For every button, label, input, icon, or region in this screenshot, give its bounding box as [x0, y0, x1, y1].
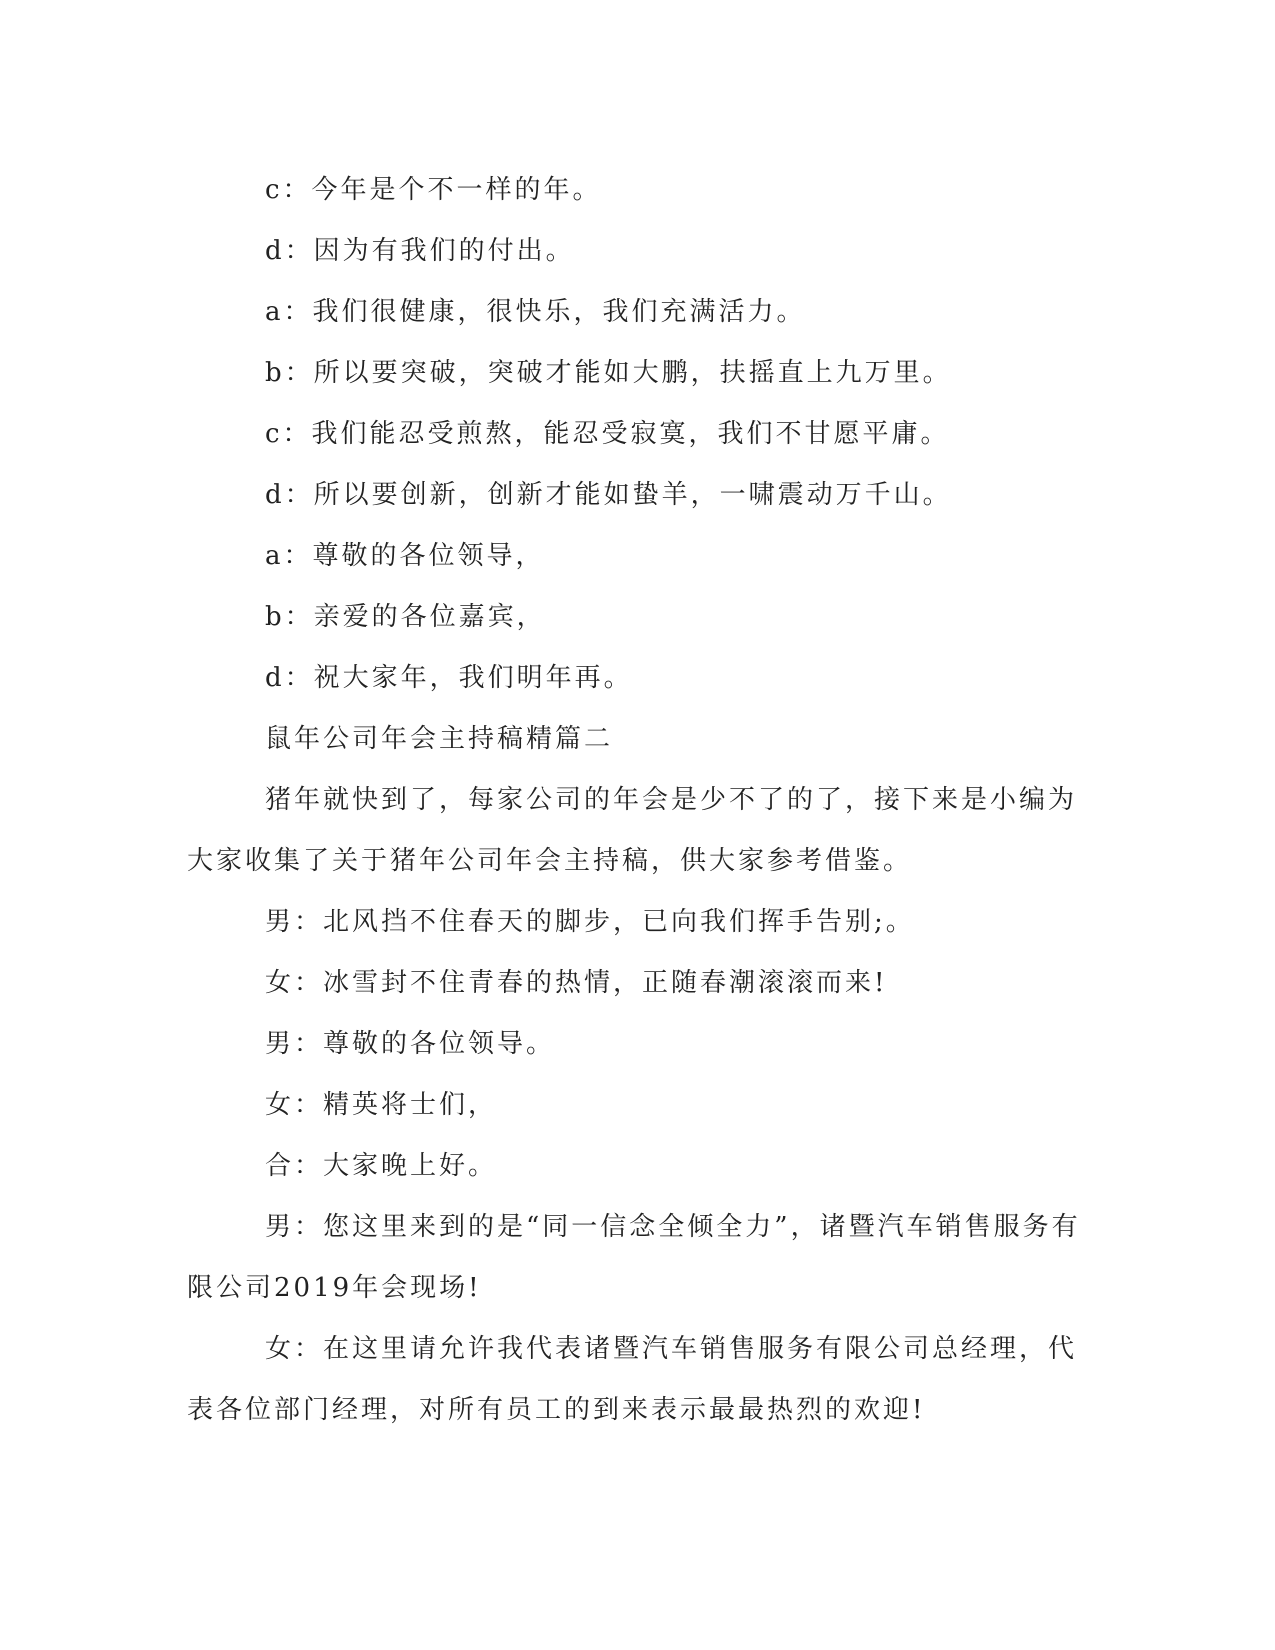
- script-line: 男：尊敬的各位领导。: [265, 1029, 556, 1059]
- script-line: c：我们能忍受煎熬，能忍受寂寞，我们不甘愿平庸。: [265, 419, 950, 449]
- script-line-continuation: 限公司2019年会现场!: [187, 1273, 482, 1303]
- document-body: [187, 160, 1081, 1441]
- script-line: 女：精英将士们，: [265, 1090, 498, 1120]
- script-line: d：祝大家年，我们明年再。: [265, 663, 633, 693]
- script-line: b：亲爱的各位嘉宾，: [265, 602, 546, 632]
- script-line: 女：冰雪封不住青春的热情，正随春潮滚滚而来!: [265, 968, 888, 998]
- script-line: d：因为有我们的付出。: [265, 236, 575, 266]
- script-line: 女：在这里请允许我代表诸暨汽车销售服务有限公司总经理，代: [265, 1334, 1078, 1364]
- script-line: 合：大家晚上好。: [265, 1151, 498, 1181]
- script-line: a：尊敬的各位领导，: [265, 541, 545, 571]
- script-line: c：今年是个不一样的年。: [265, 175, 602, 205]
- script-line: 男：您这里来到的是“同一信念全倾全力”，诸暨汽车销售服务有: [265, 1212, 1081, 1242]
- paragraph-line: 大家收集了关于猪年公司年会主持稿，供大家参考借鉴。: [187, 846, 913, 876]
- script-line: a：我们很健康，很快乐，我们充满活力。: [265, 297, 806, 327]
- script-line: b：所以要突破，突破才能如大鹏，扶摇直上九万里。: [265, 358, 952, 388]
- script-line: d：所以要创新，创新才能如蛰羊，一啸震动万千山。: [265, 480, 952, 510]
- script-line: 男：北风挡不住春天的脚步，已向我们挥手告别;。: [265, 907, 915, 937]
- paragraph-line: 猪年就快到了，每家公司的年会是少不了的了，接下来是小编为: [265, 785, 1078, 815]
- section-heading: 鼠年公司年会主持稿精篇二: [265, 724, 614, 754]
- script-line-continuation: 表各位部门经理，对所有员工的到来表示最最热烈的欢迎!: [187, 1395, 926, 1425]
